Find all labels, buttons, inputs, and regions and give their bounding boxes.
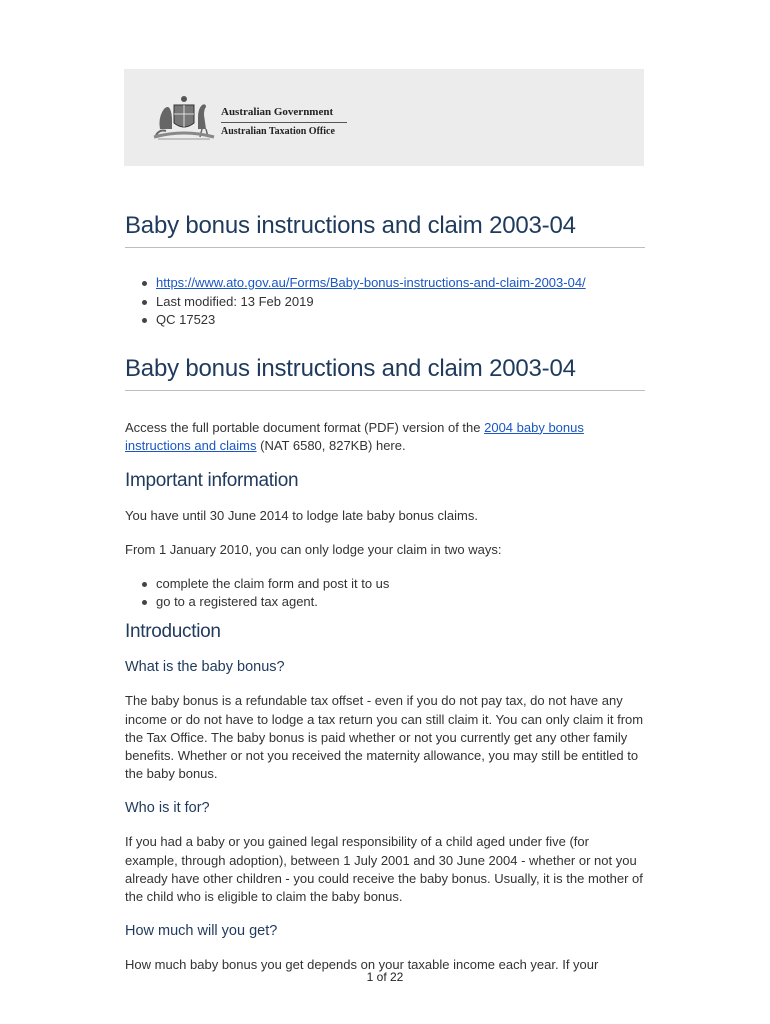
metadata-last-modified: Last modified: 13 Feb 2019 bbox=[156, 293, 645, 312]
page-number: 1 of 22 bbox=[366, 970, 404, 984]
metadata-url-item bbox=[156, 274, 645, 293]
metadata-list bbox=[125, 274, 645, 330]
source-url-link[interactable]: https://www.ato.gov.au/Forms/Baby-bonus-instructions-and-claim-2003-04/ bbox=[156, 275, 586, 290]
list-item: complete the claim form and post it to us bbox=[156, 575, 645, 593]
pdf-link[interactable]: 2004 baby bonus instructions and claims bbox=[125, 419, 584, 453]
how-much-paragraph: How much baby bonus you get depends on your taxable income each year. If your bbox=[125, 957, 599, 973]
what-is-heading: What is the baby bonus? bbox=[125, 659, 285, 676]
section-title: Baby bonus instructions and claim 2003-04 bbox=[125, 354, 645, 391]
important-heading: Important information bbox=[125, 469, 299, 491]
what-is-paragraph: The baby bonus is a refundable tax offset - even if you do not pay tax, do not have any income or do not have to lodge a tax return you can still claim it. You can only claim it from the Tax Office. The baby bonus is paid whether or not you currently get any other family benefits. Whether or not you received the maternity allowance, you may still be entitled to the baby bonus. bbox=[125, 693, 644, 782]
header-banner bbox=[124, 69, 644, 166]
coat-of-arms-icon bbox=[152, 95, 216, 141]
deadline-paragraph: You have until 30 June 2014 to lodge late baby bonus claims. bbox=[125, 507, 478, 523]
government-name: Australian Government bbox=[221, 106, 334, 118]
how-much-heading: How much will you get? bbox=[125, 923, 278, 940]
access-text-before: Access the full portable document format (PDF) version of the bbox=[125, 419, 485, 435]
lodge-ways-list bbox=[125, 575, 645, 611]
access-text-after: (NAT 6580, 827KB) here. bbox=[256, 437, 406, 453]
page-title: Baby bonus instructions and claim 2003-04 bbox=[125, 211, 645, 248]
introduction-heading: Introduction bbox=[125, 621, 221, 643]
who-is-it-for-heading: Who is it for? bbox=[125, 800, 210, 817]
agency-name: Australian Taxation Office bbox=[221, 126, 335, 137]
who-is-it-for-paragraph: If you had a baby or you gained legal responsibility of a child aged under five (for example, through adoption), between 1 July 2001 and 30 June 2004 - whether or not you already have other children - you could receive the baby bonus. Usually, it is the mother of the child who is eligible to claim the baby bonus. bbox=[125, 834, 643, 904]
header-divider bbox=[221, 122, 347, 123]
document-content bbox=[125, 208, 645, 974]
access-paragraph bbox=[125, 419, 645, 455]
metadata-qc: QC 17523 bbox=[156, 311, 645, 330]
lodge-ways-paragraph: From 1 January 2010, you can only lodge your claim in two ways: bbox=[125, 542, 502, 558]
list-item: go to a registered tax agent. bbox=[156, 593, 645, 611]
